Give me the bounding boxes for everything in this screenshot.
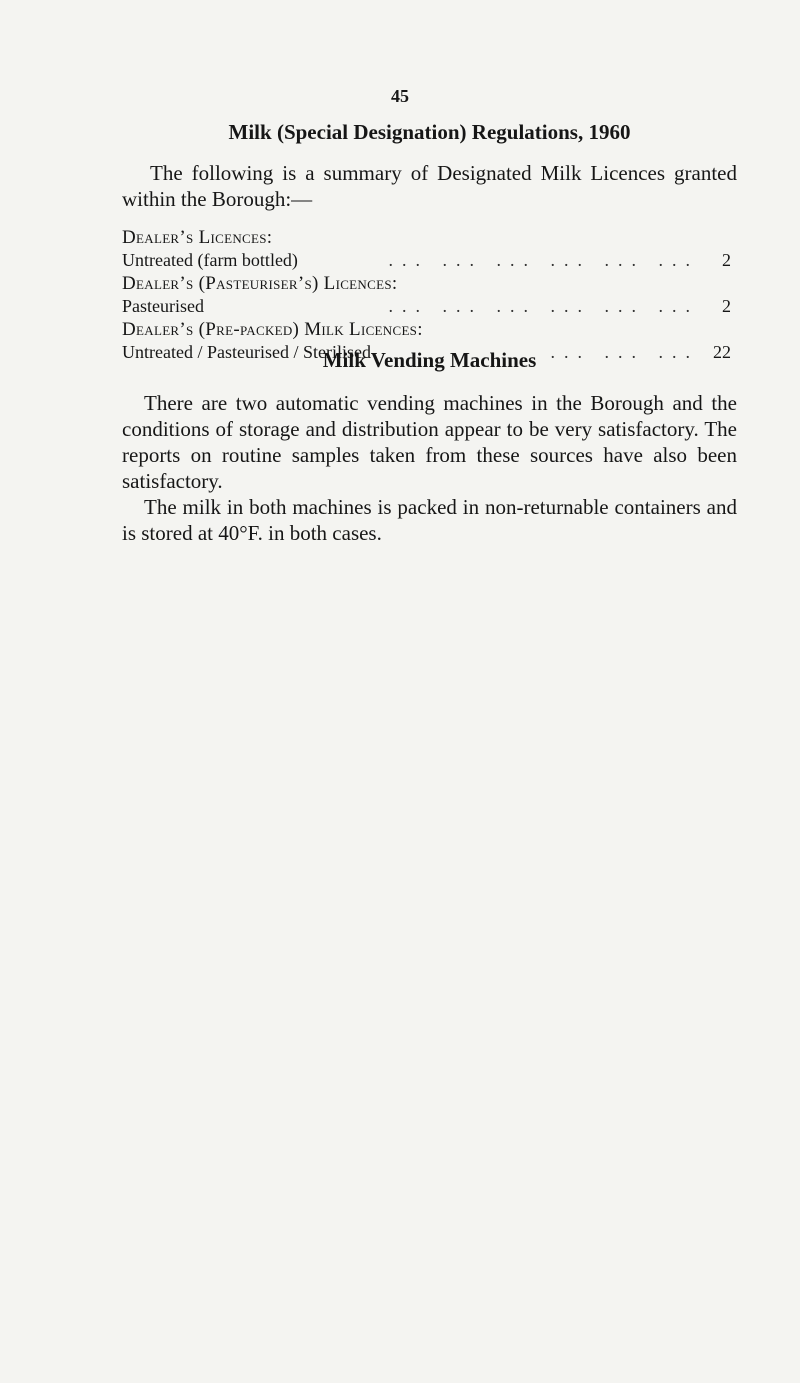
vending-heading: Milk Vending Machines (322, 348, 537, 372)
licence-label: Untreated (farm bottled) (122, 250, 298, 270)
section-title: Dealer’s (Pasteuriser’s) Licences: (122, 273, 398, 294)
page-number: 45 (391, 86, 409, 106)
leader-dots: ... ... ... (550, 342, 699, 362)
section-dealers-licences (122, 227, 737, 271)
regulations-heading: Milk (Special Designation) Regulations, 1960 (228, 120, 631, 144)
section-pasteurisers-licences (122, 273, 737, 317)
intro-text: The following is a summary of Designated Milk Licences granted within the Borough:— (122, 161, 737, 211)
licence-count: 2 (722, 296, 731, 316)
section-title: Dealer’s (Pre-packed) Milk Licences: (122, 319, 423, 340)
licence-label: Pasteurised (122, 296, 204, 316)
leader-dots: ... ... ... ... ... ... (388, 296, 699, 316)
licence-count: 22 (713, 342, 731, 362)
vending-section (122, 390, 737, 546)
licence-row (122, 295, 737, 317)
section-title: Dealer’s Licences: (122, 227, 273, 248)
licence-label: Untreated / Pasteurised / Sterilised (122, 342, 371, 362)
licence-row (122, 249, 737, 271)
vending-paragraph-1: There are two automatic vending machines in the Borough and the conditions of storage and distribution appear to be very satisfactory. The reports on routine samples taken from these sources have also been satisfactory. (122, 391, 737, 493)
intro-paragraph (122, 160, 737, 212)
vending-paragraph-2: The milk in both machines is packed in non-returnable containers and is stored at 40°F. in both cases. (122, 495, 737, 545)
licence-count: 2 (722, 250, 731, 270)
leader-dots: ... ... ... ... ... ... (388, 250, 699, 270)
